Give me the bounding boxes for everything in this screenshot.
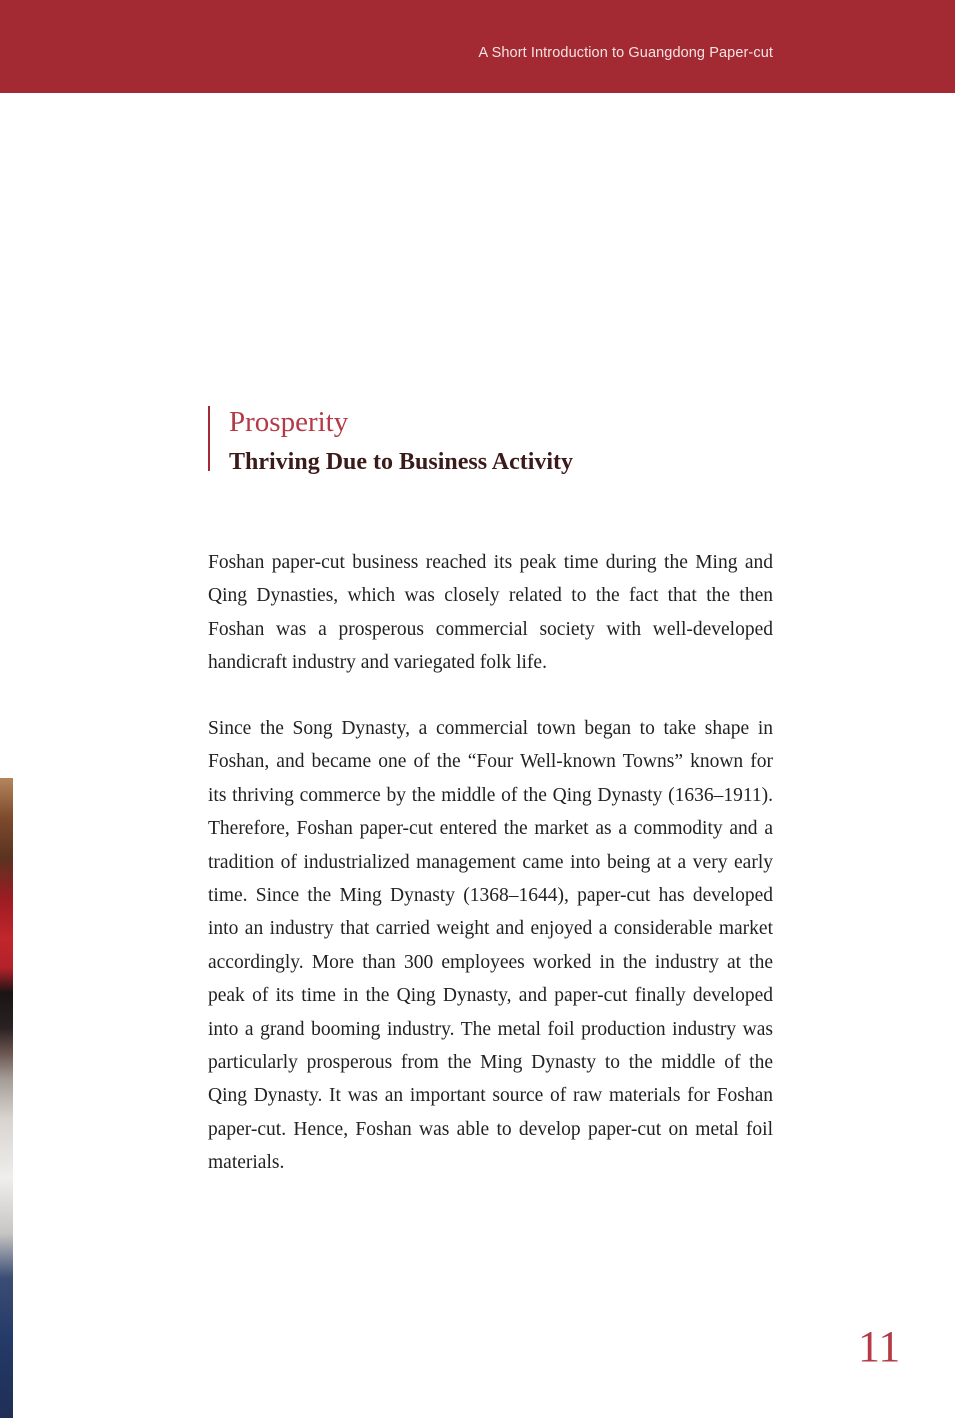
header-band bbox=[0, 0, 955, 93]
section-subtitle: Thriving Due to Business Activity bbox=[229, 449, 574, 475]
body-paragraph: Since the Song Dynasty, a commercial town began to take shape in Foshan, and became one of the “Four Well-known Towns” known for its thriving commerce by the middle of the Qing Dynasty (1636–1911). Therefore, Foshan paper-cut entered the market as a commodity and a tradition of industrialized management came into being at a very early time. Since the Ming Dynasty (1368–1644), paper-cut has developed into an industry that carried weight and enjoyed a considerable market accordingly. More than 300 employees worked in the industry at the peak of its time in the Qing Dynasty, and paper-cut finally developed into a grand booming industry. The metal foil production industry was particularly prosperous from the Ming Dynasty to the middle of the Qing Dynasty. It was an important source of raw materials for Foshan paper-cut. Hence, Foshan was able to develop paper-cut on metal foil materials. bbox=[208, 718, 773, 1174]
section-title: Prosperity bbox=[229, 406, 349, 438]
section-heading bbox=[208, 406, 574, 475]
body-paragraph: Foshan paper-cut business reached its peak time during the Ming and Qing Dynasties, which was closely related to the fact that the then Foshan was a prosperous commercial society with well-developed handicraft industry and variegated folk life. bbox=[208, 552, 773, 674]
page-number: 11 bbox=[858, 1322, 901, 1371]
book-title: A Short Introduction to Guangdong Paper-cut bbox=[478, 45, 773, 61]
photo-edge-image bbox=[0, 778, 13, 1418]
